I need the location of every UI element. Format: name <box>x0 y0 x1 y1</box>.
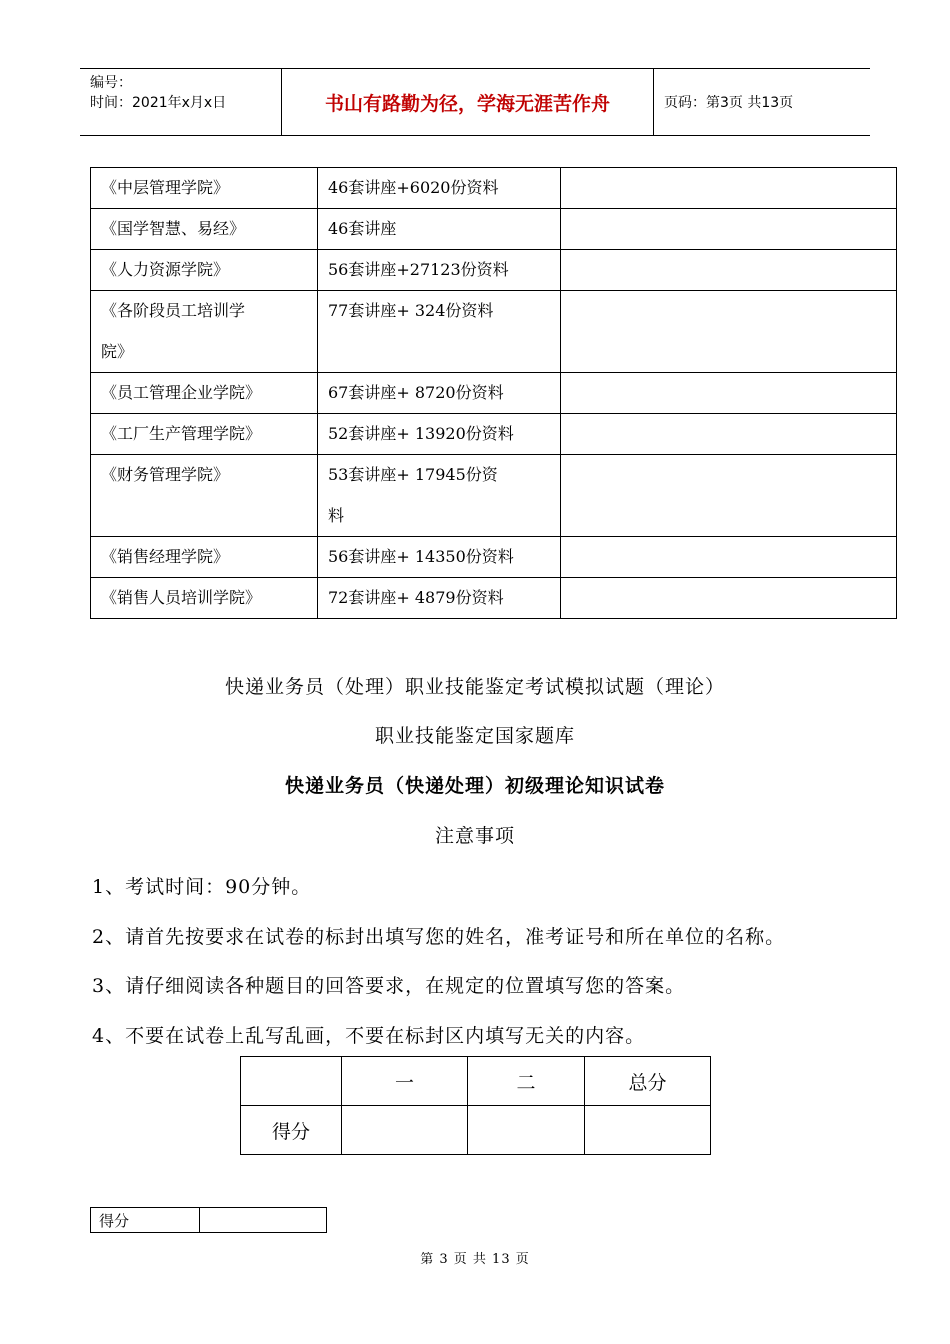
table-row <box>91 537 897 578</box>
question-bank-title: 职业技能鉴定国家题库 <box>374 725 575 747</box>
score-table <box>240 1056 711 1155</box>
table-row <box>241 1106 711 1155</box>
table-row <box>91 250 897 291</box>
resource-name-line2: 院》 <box>101 342 134 361</box>
resource-note <box>561 168 897 209</box>
score-row-label: 得分 <box>241 1106 342 1155</box>
notice-heading: 注意事项 <box>434 825 515 847</box>
resource-name: 《工厂生产管理学院》 <box>91 414 318 455</box>
resource-content: 56套讲座+27123份资料 <box>318 250 561 291</box>
score-header-cell: 二 <box>468 1057 585 1106</box>
table-row <box>91 1208 327 1233</box>
notice-item: 4、不要在试卷上乱写乱画，不要在标封区内填写无关的内容。 <box>92 1025 646 1047</box>
score-header-cell <box>241 1057 342 1106</box>
resource-name: 《人力资源学院》 <box>91 250 318 291</box>
header-meta <box>80 69 282 135</box>
small-score-cell[interactable] <box>200 1208 327 1233</box>
resource-name: 《销售经理学院》 <box>91 537 318 578</box>
resource-name: 《销售人员培训学院》 <box>91 578 318 619</box>
notice-item: 3、请仔细阅读各种题目的回答要求，在规定的位置填写您的答案。 <box>92 975 686 997</box>
table-row <box>91 168 897 209</box>
notice-item: 1、考试时间：90分钟。 <box>92 876 312 898</box>
document-time-label: 时间：2021年x月x日 <box>90 95 227 111</box>
resource-table <box>90 167 897 619</box>
table-row <box>91 373 897 414</box>
resource-note <box>561 414 897 455</box>
resource-note <box>561 455 897 537</box>
header-slogan: 书山有路勤为径，学海无涯苦作舟 <box>282 69 654 135</box>
resource-content-line1: 53套讲座+ 17945份资 <box>328 465 498 484</box>
resource-content-line2: 料 <box>328 506 345 525</box>
small-score-box <box>90 1207 327 1233</box>
header-page-info: 页码：第3页 共13页 <box>664 95 794 111</box>
resource-name: 《财务管理学院》 <box>91 455 318 537</box>
resource-note <box>561 291 897 373</box>
table-row <box>91 578 897 619</box>
table-row <box>91 414 897 455</box>
resource-content: 72套讲座+ 4879份资料 <box>318 578 561 619</box>
notice-item: 2、请首先按要求在试卷的标封出填写您的姓名，准考证号和所在单位的名称。 <box>92 926 786 948</box>
resource-note <box>561 250 897 291</box>
table-row <box>91 209 897 250</box>
resource-note <box>561 537 897 578</box>
score-header-cell: 总分 <box>585 1057 711 1106</box>
resource-content: 46套讲座 <box>318 209 561 250</box>
paper-title: 快递业务员（快递处理）初级理论知识试卷 <box>284 775 665 797</box>
resource-content: 52套讲座+ 13920份资料 <box>318 414 561 455</box>
resource-content: 56套讲座+ 14350份资料 <box>318 537 561 578</box>
exam-main-title: 快递业务员（处理）职业技能鉴定考试模拟试题（理论） <box>224 676 725 698</box>
score-cell[interactable] <box>585 1106 711 1155</box>
resource-name: 《员工管理企业学院》 <box>91 373 318 414</box>
page-footer: 第 3 页 共 13 页 <box>420 1252 530 1267</box>
resource-content: 67套讲座+ 8720份资料 <box>318 373 561 414</box>
small-score-label: 得分 <box>91 1208 200 1233</box>
score-cell[interactable] <box>468 1106 585 1155</box>
resource-note <box>561 209 897 250</box>
score-cell[interactable] <box>342 1106 468 1155</box>
resource-note <box>561 578 897 619</box>
resource-name: 《中层管理学院》 <box>91 168 318 209</box>
page-header <box>80 68 870 136</box>
resource-content <box>318 455 561 537</box>
resource-content: 46套讲座+6020份资料 <box>318 168 561 209</box>
resource-name-line1: 《各阶段员工培训学 <box>101 301 246 320</box>
resource-content: 77套讲座+ 324份资料 <box>318 291 561 373</box>
resource-name <box>91 291 318 373</box>
table-row <box>241 1057 711 1106</box>
resource-name: 《国学智慧、易经》 <box>91 209 318 250</box>
score-header-cell: 一 <box>342 1057 468 1106</box>
document-number-label: 编号： <box>90 75 132 91</box>
table-row <box>91 455 897 537</box>
resource-note <box>561 373 897 414</box>
table-row <box>91 291 897 373</box>
